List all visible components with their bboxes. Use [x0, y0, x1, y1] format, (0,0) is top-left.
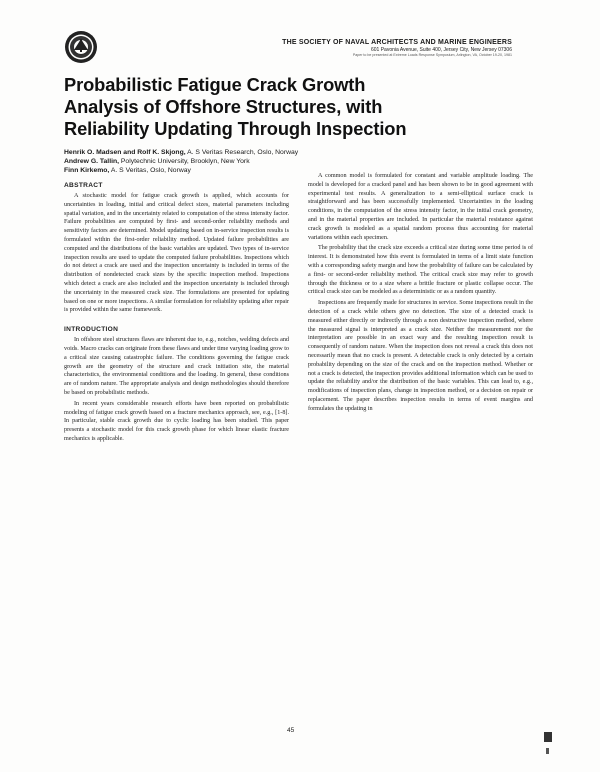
author-line-1	[64, 148, 484, 157]
author-names: Andrew G. Tallin,	[64, 158, 120, 165]
author-affiliation: A. S Veritas Research, Oslo, Norway	[185, 149, 299, 156]
introduction-heading: INTRODUCTION	[64, 326, 119, 334]
title-line-3: Reliability Updating Through Inspection	[64, 118, 407, 139]
society-seal-icon	[64, 30, 98, 64]
author-list	[64, 148, 484, 175]
society-name: THE SOCIETY OF NAVAL ARCHITECTS AND MARINE ENGINEERS	[282, 39, 512, 46]
author-names: Henrik O. Madsen and Rolf K. Skjong,	[64, 149, 186, 156]
abstract-heading: ABSTRACT	[64, 182, 103, 189]
author-affiliation: Polytechnic University, Brooklyn, New York	[119, 158, 250, 165]
right-paragraph-2: The probability that the crack size exceeds a critical size during some time period is of interest. It is demonstrated how this event is formulated in terms of a limit state function with a corresponding safety margin and how the probability of failure can be calculated by a first- or second-order reliability method. The critical crack size may refer to growth through the thickness or to a size where a brittle fracture or plastic collapse occur. The critical crack size can be modeled as a deterministic or as a random quantity.	[308, 245, 533, 296]
introduction-paragraph-1: In offshore steel structures flaws are inherent due to, e.g., notches, welding defects and voids. Macro cracks can originate from these flaws and under time varying loading grow to a critical size causing catastrophic failure. The conditions governing the fatigue crack growth are the geometry of the structure and crack initiation site, the material characteristics, the environmental conditions and the loading. In general, these conditions are of random nature. The appropriate analysis and design methodologies should therefore be based on probabilistic methods.	[64, 337, 289, 396]
title-line-1: Probabilistic Fatigue Crack Growth	[64, 74, 366, 95]
introduction-paragraph-2: In recent years considerable research efforts have been reported on probabilistic modeling of fatigue crack growth based on a fracture mechanics approach, see, e.g., [1-8]. In particular, stable crack growth due to cyclic loading has been studied. This paper presents a stochastic model for this crack growth phase for which linear elastic fracture mechanics is applicable.	[64, 400, 289, 442]
paper-title	[64, 74, 544, 140]
right-column	[308, 172, 533, 414]
scan-mark-small	[546, 748, 549, 754]
author-affiliation: A. S Veritas, Oslo, Norway	[109, 167, 191, 174]
right-paragraph-3: Inspections are frequently made for structures in service. Some inspections result in the detection of a crack while others give no detection. The size of a detected crack is measured either directly or indirectly through a non destructive inspection method, where the measured signal is interpreted as a crack size. Neither the measurement nor the interpretation are possible in an exact way and the resulting inspection result is consequently of random nature. When the inspection does not reveal a crack this does not necessarily mean that no crack is present. A detectable crack is only detected by a certain probability depending on the size of the crack and on the inspection method. Whether or not a crack is detected, the inspection provides additional information which can be used to update the reliability and/or the distribution of the basic variables. This can lead to, e.g., modifications of inspection plans, change in inspection method, or a decision on repair or replacement. The paper describes inspection results in terms of event margins and formulates the updating in	[308, 300, 533, 412]
author-names: Finn Kirkemo,	[64, 167, 110, 174]
society-header	[64, 30, 534, 66]
scan-mark	[544, 732, 552, 742]
society-note: Paper to be presented at Extreme Loads Response Symposium, Arlington, VA, October 19-20, 1981	[352, 53, 512, 57]
title-line-2: Analysis of Offshore Structures, with	[64, 96, 383, 117]
left-column	[64, 181, 289, 444]
society-text-block	[172, 38, 512, 58]
author-line-2	[64, 157, 484, 166]
section-gap	[64, 315, 289, 325]
society-address: 601 Pavonia Avenue, Suite 400, Jersey City, New Jersey 07306	[370, 47, 512, 53]
page-number: 45	[287, 727, 295, 734]
abstract-paragraph: A stochastic model for fatigue crack growth is applied, which accounts for uncertainties in loading, initial and critical defect sizes, material parameters including spatial variation, and in the uncertainty related to computation of the stress intensity factor. Failure probabilities are computed by first- and second-order reliability methods and sensitivity factors are determined. Model updating based on in-service inspection results is formulated within the first-order reliability method. Updated failure probabilities are computed and the distributions of the basic variables are updated. Two types of in-service inspection results are used to update the computed failure probabilities. Inspections which do not detect a crack are used and the inspection uncertainty is included in terms of the distribution of nondetected crack sizes by the specific inspection method. Inspections which detect a crack are also included and the inspection uncertainty is included through the uncertainty in the measured crack size. The formulations are presented for updating based on one or more inspections. A similar formulation for reliability updating after repair is provided within the same framework.	[64, 193, 289, 314]
right-paragraph-1: A common model is formulated for constant and variable amplitude loading. The model is developed for a cracked panel and has been shown to be in good agreement with experimental test results. A generalization to a semi-elliptical surface crack is straightforward and has been successfully implemented. Uncertainties in the loading conditions, in the computation of the stress intensity factor, in the initial crack geometry, and in the material properties are included. In particular the material resistance against crack growth is modeled as a spatial random process thus accounting for material variations within each specimen.	[308, 173, 533, 241]
